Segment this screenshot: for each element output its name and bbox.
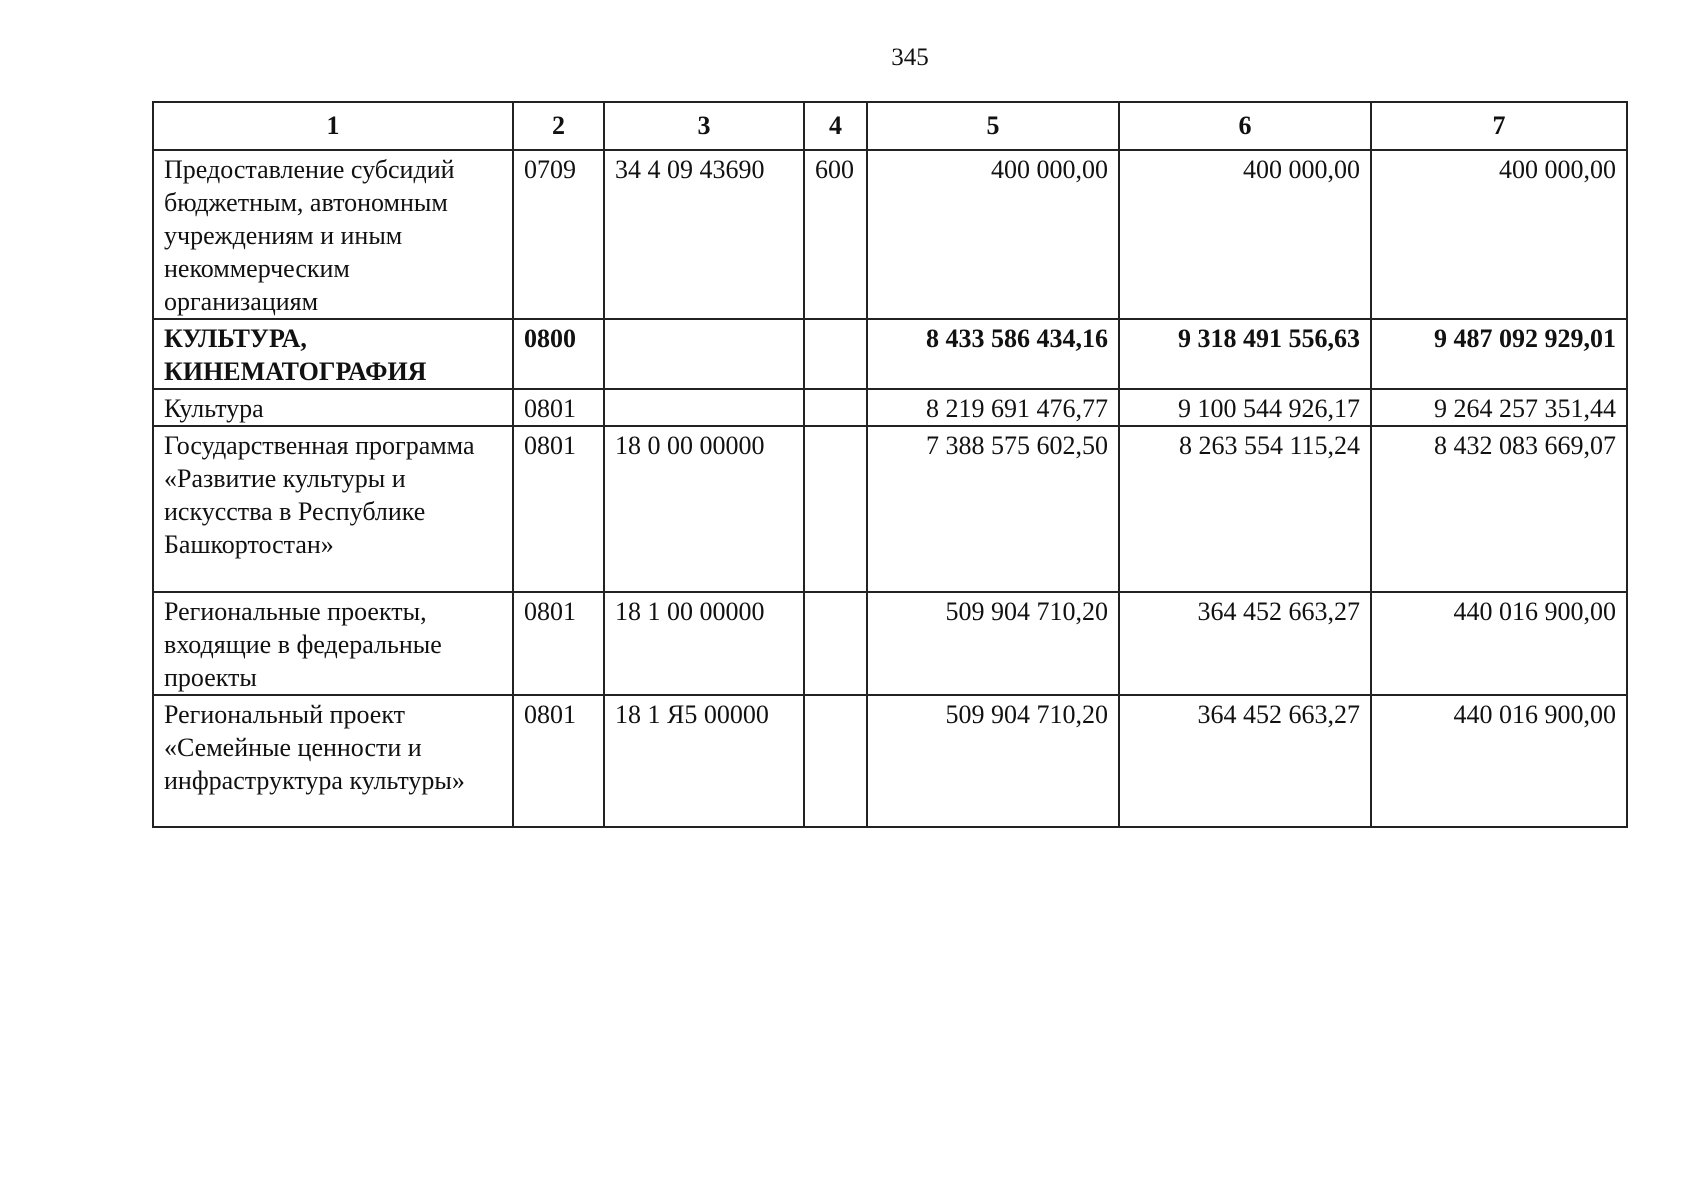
table-row [153,389,1627,426]
row-amount-col7: 9 487 092 929,01 [1371,319,1627,389]
row-name: Региональные проекты, входящие в федеральные проекты [153,592,513,695]
row-name: Культура [153,389,513,426]
table-row [153,150,1627,319]
row-target-code [604,319,804,389]
row-amount-col6: 400 000,00 [1119,150,1371,319]
row-amount-col5: 509 904 710,20 [867,592,1119,695]
row-type-code [804,389,867,426]
row-section-code: 0801 [513,695,604,827]
row-name: Государственная программа «Развитие культуры и искусства в Республике Башкортостан» [153,426,513,592]
table-row [153,592,1627,695]
column-header-6: 6 [1119,102,1371,150]
row-amount-col5: 8 219 691 476,77 [867,389,1119,426]
row-amount-col6: 364 452 663,27 [1119,695,1371,827]
row-amount-col5: 400 000,00 [867,150,1119,319]
row-name: Предоставление субсидий бюджетным, автономным учреждениям и иным некоммерческим организациям [153,150,513,319]
budget-table [152,101,1628,828]
row-amount-col7: 8 432 083 669,07 [1371,426,1627,592]
row-type-code [804,319,867,389]
column-header-4: 4 [804,102,867,150]
row-amount-col5: 7 388 575 602,50 [867,426,1119,592]
row-amount-col6: 9 100 544 926,17 [1119,389,1371,426]
column-header-1: 1 [153,102,513,150]
row-section-code: 0801 [513,389,604,426]
column-header-3: 3 [604,102,804,150]
row-amount-col6: 8 263 554 115,24 [1119,426,1371,592]
row-amount-col6: 9 318 491 556,63 [1119,319,1371,389]
row-amount-col7: 400 000,00 [1371,150,1627,319]
row-section-code: 0800 [513,319,604,389]
row-target-code: 18 1 00 00000 [604,592,804,695]
row-type-code [804,592,867,695]
row-target-code: 18 0 00 00000 [604,426,804,592]
row-section-code: 0801 [513,426,604,592]
table-row [153,426,1627,592]
table-header-row [153,102,1627,150]
table-row [153,319,1627,389]
row-target-code [604,389,804,426]
row-amount-col7: 440 016 900,00 [1371,592,1627,695]
row-amount-col6: 364 452 663,27 [1119,592,1371,695]
table-row [153,695,1627,827]
row-type-code [804,695,867,827]
row-amount-col5: 8 433 586 434,16 [867,319,1119,389]
row-amount-col7: 440 016 900,00 [1371,695,1627,827]
page-number: 345 [891,44,929,71]
row-target-code: 34 4 09 43690 [604,150,804,319]
row-section-code: 0801 [513,592,604,695]
row-target-code: 18 1 Я5 00000 [604,695,804,827]
row-section-code: 0709 [513,150,604,319]
row-name: Региональный проект «Семейные ценности и инфраструктура культуры» [153,695,513,827]
row-amount-col5: 509 904 710,20 [867,695,1119,827]
column-header-5: 5 [867,102,1119,150]
column-header-7: 7 [1371,102,1627,150]
row-amount-col7: 9 264 257 351,44 [1371,389,1627,426]
column-header-2: 2 [513,102,604,150]
row-type-code [804,426,867,592]
row-type-code: 600 [804,150,867,319]
row-name: КУЛЬТУРА, КИНЕМАТОГРАФИЯ [153,319,513,389]
